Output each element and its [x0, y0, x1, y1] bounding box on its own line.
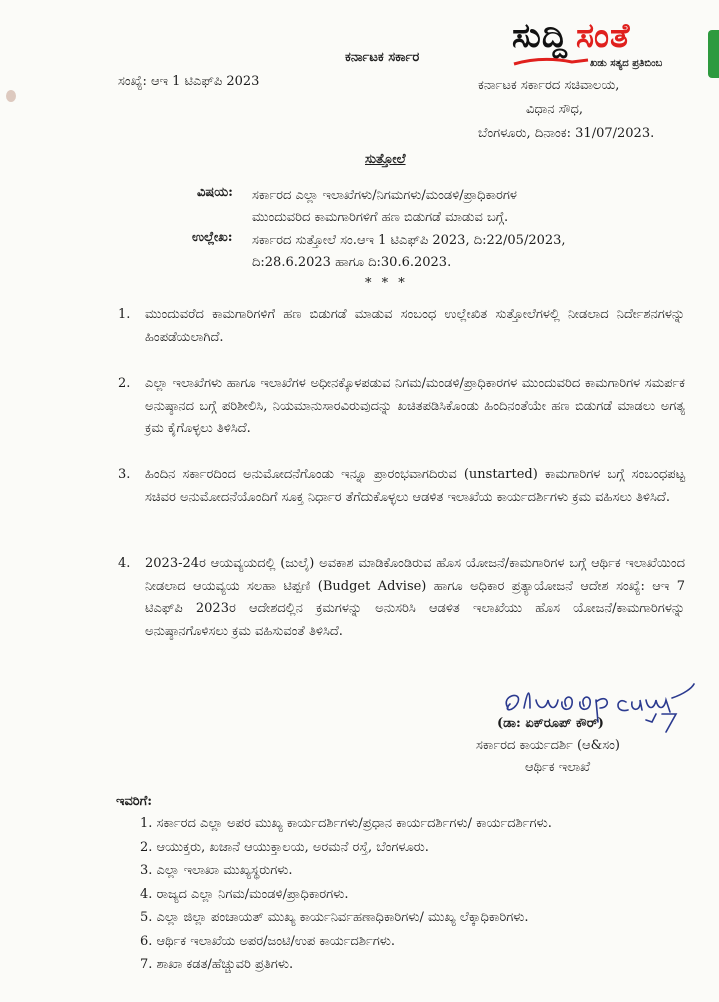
signer-name: (ಡಾ: ಏಕ್‌ರೂಪ್ ಕೌರ್)	[497, 716, 604, 731]
list-item: 1. ಸರ್ಕಾರದ ಎಲ್ಲಾ ಅಪರ ಮುಖ್ಯ ಕಾರ್ಯದರ್ಶಿಗಳು/ಪ್ರಧಾನ ಕಾರ್ಯದರ್ಶಿಗಳು/ ಕಾರ್ಯದರ್ಶಿಗಳು.	[140, 816, 552, 831]
subject-line: ಮುಂದುವರಿದ ಕಾಮಗಾರಿಗಳಿಗೆ ಹಣ ಬಿಡುಗಡೆ ಮಾಡುವ ಬಗ್ಗೆ.	[252, 210, 509, 225]
logo-word-1: ಸುದ್ದಿ	[512, 16, 568, 56]
paragraph-text: ಎಲ್ಲಾ ಇಲಾಖೆಗಳು ಹಾಗೂ ಇಲಾಖೆಗಳ ಅಧೀನಕ್ಕೊಳಪಡುವ ನಿಗಮ/ಮಂಡಳಿ/ಪ್ರಾಧಿಕಾರಗಳ ಮುಂದುವರಿದ ಕಾಮಗಾರಿಗಳ ಸಮರ್ಪಕ ಅನುಷ್ಠಾನದ ಬಗ್ಗೆ ಪರಿಶೀಲಿಸಿ, ನಿಯಮಾನುಸಾರವಿರುವುದನ್ನು ಖಚಿತಪಡಿಸಿಕೊಂಡು ಹಿಂದಿನಂತೆಯೇ ಹಣ ಬಿಡುಗಡೆ ಮಾಡಲು ಅಗತ್ಯ ಕ್ರಮ ಕೈಗೊಳ್ಳಲು ತಿಳಿಸಿದೆ.	[145, 376, 685, 436]
subject-label: ವಿಷಯ:	[197, 185, 233, 200]
list-item: 6. ಆರ್ಥಿಕ ಇಲಾಖೆಯ ಅಪರ/ಜಂಟಿ/ಉಪ ಕಾರ್ಯದರ್ಶಿಗಳು.	[140, 933, 396, 949]
subject-line: ಸರ್ಕಾರದ ಎಲ್ಲಾ ಇಲಾಖೆಗಳು/ನಿಗಮಗಳು/ಮಂಡಳಿ/ಪ್ರಾಧಿಕಾರಗಳ	[252, 188, 517, 203]
address-line: ವಿಧಾನ ಸೌಧ,	[526, 102, 584, 117]
reference-line: ದಿ:28.6.2023 ಹಾಗೂ ದಿ:30.6.2023.	[252, 255, 452, 270]
list-item: 5. ಎಲ್ಲಾ ಜಿಲ್ಲಾ ಪಂಚಾಯತ್ ಮುಖ್ಯ ಕಾರ್ಯನಿರ್ವಹಣಾಧಿಕಾರಿಗಳು/ ಮುಖ್ಯ ಲೆಕ್ಕಾಧಿಕಾರಿಗಳು.	[140, 910, 529, 925]
separator: * * *	[365, 276, 408, 291]
logo-edge-bar	[708, 30, 719, 78]
government-title: ಕರ್ನಾಟಕ ಸರ್ಕಾರ	[345, 50, 420, 65]
reference-text	[252, 230, 597, 274]
list-item: 3. ಎಲ್ಲಾ ಇಲಾಖಾ ಮುಖ್ಯಸ್ಥರುಗಳು.	[140, 863, 293, 878]
paragraph-number: 3.	[118, 467, 131, 482]
signer-department: ಆರ್ಥಿಕ ಇಲಾಖೆ	[525, 760, 591, 775]
logo-tagline: ಖಡು ಸತ್ಯದ ಪ್ರತಿಬಿಂಬ	[590, 58, 663, 69]
news-logo	[512, 14, 719, 80]
logo-word-2: ಸಂತೆ	[575, 16, 631, 56]
list-item: 4. ರಾಜ್ಯದ ಎಲ್ಲಾ ನಿಗಮ/ಮಂಡಳಿ/ಪ್ರಾಧಿಕಾರಗಳು.	[140, 886, 349, 902]
paragraph-text: ಹಿಂದಿನ ಸರ್ಕಾರದಿಂದ ಅನುಮೋದನೆಗೊಂಡು ಇನ್ನೂ ಪ್ರಾರಂಭವಾಗದಿರುವ (unstarted) ಕಾಮಗಾರಿಗಳ ಬಗ್ಗೆ ಸಂಬಂಧಪಟ್ಟ ಸಚಿವರ ಅನುಮೋದನೆಯೊಂದಿಗೆ ಸೂಕ್ತ ನಿರ್ಧಾರ ತೆಗೆದುಕೊಳ್ಳಲು ಆಡಳಿತ ಇಲಾಖೆಯ ಕಾರ್ಯದರ್ಶಿಗಳು ಕ್ರಮ ವಹಿಸಲು ತಿಳಿಸಿದೆ.	[145, 467, 685, 505]
paragraph-number: 4.	[118, 556, 131, 571]
logo-wordmark	[512, 14, 630, 58]
address-line: ಬೆಂಗಳೂರು, ದಿನಾಂಕ: 31/07/2023.	[478, 126, 655, 141]
subject-text	[252, 185, 597, 229]
paragraph-text: 2023-24ರ ಆಯವ್ಯಯದಲ್ಲಿ (ಜುಲೈ) ಅವಕಾಶ ಮಾಡಿಕೊಂಡಿರುವ ಹೊಸ ಯೋಜನೆ/ಕಾಮಗಾರಿಗಳ ಬಗ್ಗೆ ಆರ್ಥಿಕ ಇಲಾಖೆಯಿಂದ ನೀಡಲಾದ ಆಯವ್ಯಯ ಸಲಹಾ ಟಿಪ್ಪಣಿ (Budget Advise) ಹಾಗೂ ಅಧಿಕಾರ ಪ್ರತ್ಯಾಯೋಜನೆ ಆದೇಶ ಸಂಖ್ಯೆ: ಆಇ 7 ಟಿಎಫ್‌ಪಿ 2023ರ ಆದೇಶದಲ್ಲಿನ ಕ್ರಮಗಳನ್ನು ಅನುಸರಿಸಿ ಆಡಳಿತ ಇಲಾಖೆಯು ಹೊಸ ಯೋಜನೆ/ಕಾಮಗಾರಿಗಳನ್ನು ಅನುಷ್ಠಾನಗೊಳಿಸಲು ಕ್ರಮ ವಹಿಸುವಂತೆ ತಿಳಿಸಿದೆ.	[145, 556, 685, 639]
paragraph-text: ಮುಂದುವರೆದ ಕಾಮಗಾರಿಗಳಿಗೆ ಹಣ ಬಿಡುಗಡೆ ಮಾಡುವ ಸಂಬಂಧ ಉಲ್ಲೇಖಿತ ಸುತ್ತೋಲೆಗಳಲ್ಲಿ ನೀಡಲಾದ ನಿರ್ದೇಶನಗಳನ್ನು ಹಿಂಪಡೆಯಲಾಗಿದೆ.	[145, 307, 685, 345]
circular-title: ಸುತ್ತೋಲೆ	[365, 152, 406, 167]
cc-list	[140, 812, 552, 977]
office-address	[478, 74, 654, 146]
signer-role: ಸರ್ಕಾರದ ಕಾರ್ಯದರ್ಶಿ (ಆ&ಸಂ)	[476, 738, 620, 753]
paper-stain	[6, 90, 16, 102]
list-item: 7. ಶಾಖಾ ಕಡತ/ಹೆಚ್ಚುವರಿ ಪ್ರತಿಗಳು.	[140, 957, 294, 972]
reference-label: ಉಲ್ಲೇಖ:	[192, 230, 233, 245]
paragraph-number: 1.	[118, 307, 131, 322]
reference-number: ಸಂಖ್ಯೆ: ಆಇ 1 ಟಿಎಫ್‌ಪಿ 2023	[118, 74, 260, 89]
logo-swoosh-icon	[512, 54, 592, 70]
paragraph-number: 2.	[118, 376, 131, 391]
address-line: ಕರ್ನಾಟಕ ಸರ್ಕಾರದ ಸಚಿವಾಲಯ,	[478, 78, 620, 93]
list-item: 2. ಆಯುಕ್ತರು, ಖಜಾನೆ ಆಯುಕ್ತಾಲಯ, ಅರಮನೆ ರಸ್ತೆ, ಬೆಂಗಳೂರು.	[140, 839, 429, 855]
cc-label: ಇವರಿಗೆ:	[116, 794, 153, 809]
reference-line: ಸರ್ಕಾರದ ಸುತ್ತೋಲೆ ಸಂ.ಆಇ 1 ಟಿಎಫ್‌ಪಿ 2023, ದಿ:22/05/2023,	[252, 233, 566, 248]
